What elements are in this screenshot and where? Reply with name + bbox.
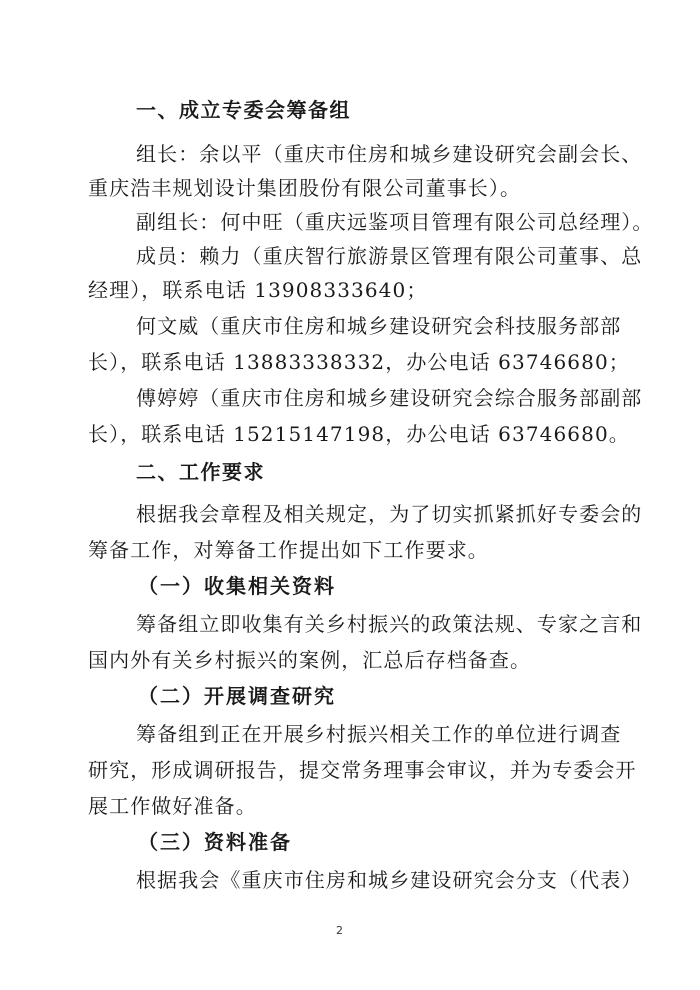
paragraph-line: 展工作做好准备。 bbox=[88, 794, 257, 818]
member-text-line: 傅婷婷（重庆市住房和城乡建设研究会综合服务部副部 bbox=[136, 386, 643, 410]
paragraph-line: 国内外有关乡村振兴的案例，汇总后存档备查。 bbox=[88, 648, 532, 672]
member-text-line: 成员：赖力（重庆智行旅游景区管理有限公司董事、总 bbox=[136, 244, 643, 268]
member-text-line: 经理），联系电话 13908333640； bbox=[88, 278, 428, 302]
page-number: 2 bbox=[336, 924, 343, 937]
leader-text-line: 组长：余以平（重庆市住房和城乡建设研究会副会长、 bbox=[136, 142, 643, 166]
section-heading-establish-committee: 一、成立专委会筹备组 bbox=[136, 98, 351, 122]
member-text-line: 长），联系电话 13883338332，办公电话 63746680； bbox=[88, 350, 630, 374]
deputy-leader-text-line: 副组长：何中旺（重庆远鉴项目管理有限公司总经理）。 bbox=[136, 210, 654, 234]
paragraph-line: 根据我会章程及相关规定，为了切实抓紧抓好专委会的 bbox=[136, 502, 643, 526]
member-text-line: 长），联系电话 15215147198，办公电话 63746680。 bbox=[88, 422, 630, 446]
section-heading-work-requirements: 二、工作要求 bbox=[136, 460, 265, 484]
paragraph-line: 根据我会《重庆市住房和城乡建设研究会分支（代表） bbox=[136, 868, 643, 892]
paragraph-line: 筹备组到正在开展乡村振兴相关工作的单位进行调查 bbox=[136, 722, 622, 746]
subsection-heading: （二）开展调查研究 bbox=[138, 684, 336, 708]
member-text-line: 何文威（重庆市住房和城乡建设研究会科技服务部部 bbox=[136, 314, 622, 338]
paragraph-line: 筹备工作，对筹备工作提出如下工作要求。 bbox=[88, 538, 489, 562]
paragraph-line: 研究，形成调研报告，提交常务理事会审议，并为专委会开 bbox=[88, 758, 637, 782]
subsection-heading: （三）资料准备 bbox=[138, 830, 292, 854]
paragraph-line: 筹备组立即收集有关乡村振兴的政策法规、专家之言和 bbox=[136, 612, 643, 636]
subsection-heading: （一）收集相关资料 bbox=[138, 574, 336, 598]
leader-text-line: 重庆浩丰规划设计集团股份有限公司董事长）。 bbox=[88, 176, 522, 200]
